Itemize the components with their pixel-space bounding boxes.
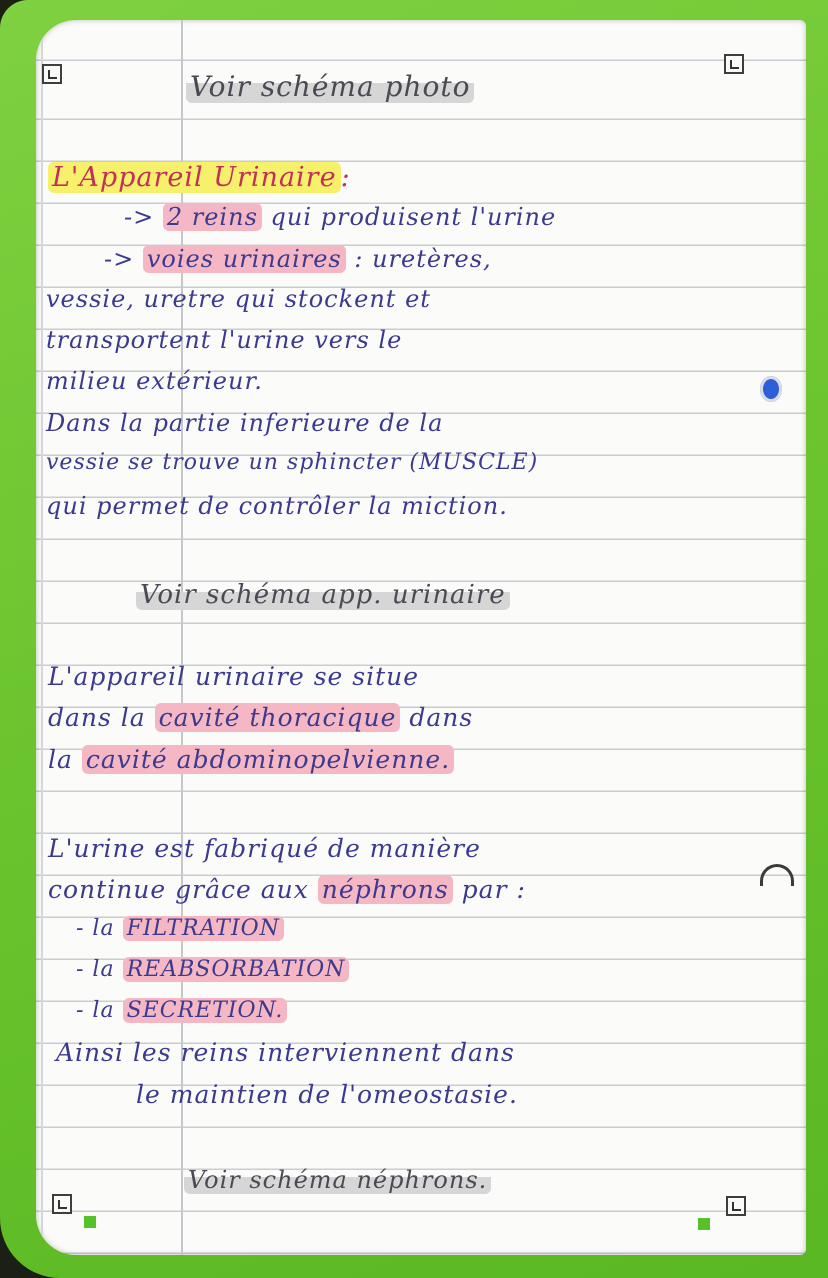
- note-line-13: dans la cavité thoracique dans: [48, 703, 474, 732]
- list-item-secretion: - la SECRETION.: [76, 998, 287, 1023]
- see-urinary-diagram: Voir schéma app. urinaire: [136, 580, 510, 610]
- corner-marker-bottom-right-icon: [726, 1196, 746, 1216]
- note-line-15: L'urine est fabriqué de manière: [48, 834, 481, 863]
- note-line-10: qui permet de contrôler la miction.: [46, 492, 508, 520]
- list-item-filtration: - la FILTRATION: [76, 916, 284, 941]
- note-line-3: -> 2 reins qui produisent l'urine: [124, 203, 557, 231]
- note-line-9: vessie se trouve un sphincter (MUSCLE): [46, 450, 539, 475]
- note-line-1: [186, 70, 474, 103]
- blue-binder-hole-icon: [760, 376, 782, 402]
- see-nephron-diagram: Voir schéma néphrons.: [184, 1166, 491, 1194]
- note-line-5: vessie, uretre qui stockent et: [46, 285, 431, 313]
- note-line-11: [136, 580, 510, 610]
- note-line-22: [184, 1166, 491, 1194]
- green-square-right-icon: [698, 1218, 710, 1230]
- corner-marker-top-left-icon: [42, 64, 62, 84]
- left-rule: [41, 20, 43, 1255]
- note-line-12: L'appareil urinaire se situe: [48, 662, 420, 691]
- note-line-6: transportent l'urine vers le: [46, 326, 403, 354]
- note-line-21: le maintien de l'omeostasie.: [136, 1080, 518, 1109]
- title-highlight: L'Appareil Urinaire: [48, 162, 341, 193]
- green-square-left-icon: [84, 1216, 96, 1228]
- note-line-8: Dans la partie inferieure de la: [46, 409, 444, 437]
- note-line-4: -> voies urinaires : uretères,: [104, 245, 492, 273]
- note-line-14: la cavité abdominopelvienne.: [48, 745, 454, 774]
- corner-marker-top-right-icon: [724, 54, 744, 74]
- corner-marker-bottom-left-icon: [52, 1194, 72, 1214]
- note-line-20: Ainsi les reins interviennent dans: [56, 1038, 515, 1067]
- see-photo-diagram: Voir schéma photo: [186, 70, 474, 103]
- section-title: L'Appareil Urinaire :: [48, 162, 351, 193]
- notebook-page: [36, 20, 806, 1255]
- list-item-reabsorbation: - la REABSORBATION: [76, 957, 349, 982]
- note-line-7: milieu extérieur.: [46, 367, 263, 395]
- note-line-16: continue grâce aux néphrons par :: [48, 875, 526, 904]
